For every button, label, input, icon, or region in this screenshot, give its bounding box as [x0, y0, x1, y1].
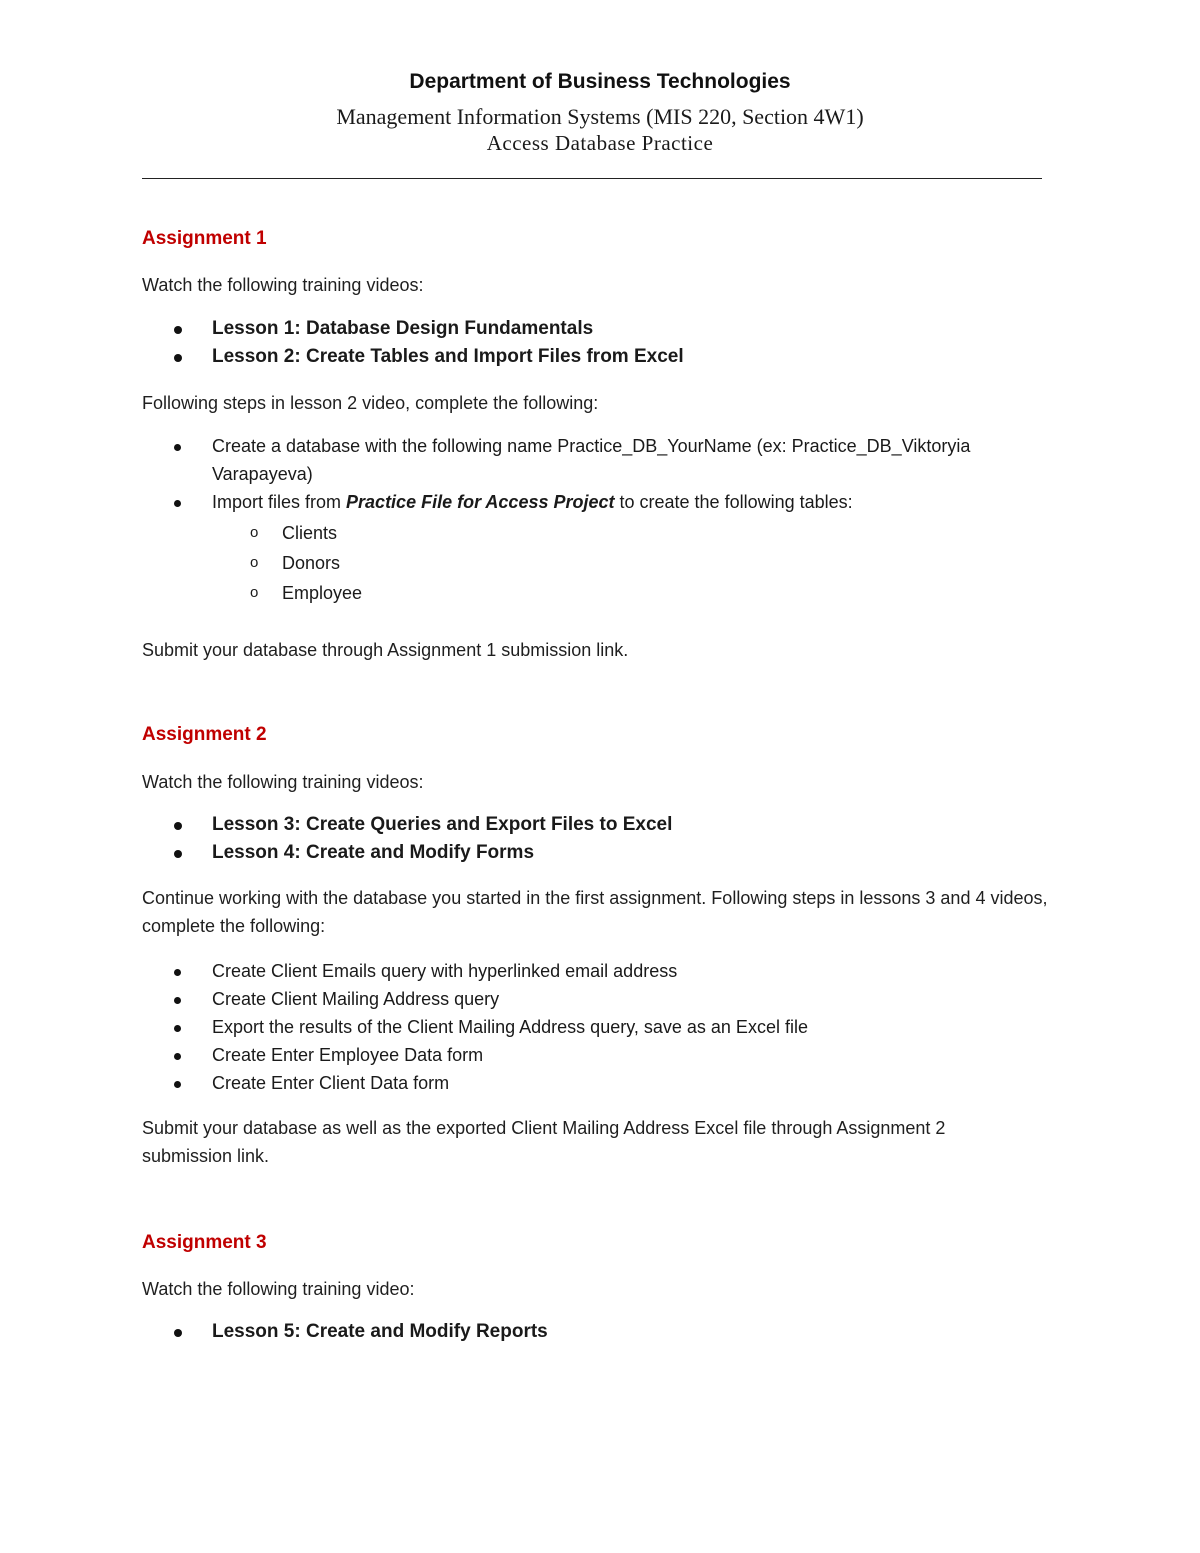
lesson-label: Lesson 2: Create Tables and Import Files from Excel [212, 346, 684, 367]
list-item [172, 957, 1052, 985]
assignment-3-heading: Assignment 3 [142, 1232, 267, 1253]
list-item [248, 518, 362, 548]
assignment-3-lessons [172, 1318, 548, 1346]
list-item [172, 488, 1052, 516]
bullet-icon [174, 850, 182, 858]
lesson-label: Lesson 5: Create and Modify Reports [212, 1321, 548, 1342]
step-text: Create Enter Employee Data form [212, 1045, 484, 1065]
bullet-icon [174, 1329, 182, 1337]
step-text-post: to create the following tables: [614, 492, 853, 512]
assignment-1-tables [248, 518, 362, 608]
table-name: Clients [282, 523, 338, 543]
bullet-icon [174, 1081, 181, 1088]
table-name: Employee [282, 583, 363, 603]
bullet-icon [174, 1053, 181, 1060]
list-item [172, 1069, 1052, 1097]
assignment-2-steps-intro: Continue working with the database you started in the first assignment. Following steps in lessons 3 and 4 videos, complete the following: [142, 888, 1048, 936]
department-title: Department of Business Technologies [409, 70, 791, 93]
bullet-icon [174, 500, 181, 507]
circle-bullet-icon: o [250, 524, 259, 541]
assignment-1-steps [172, 432, 1052, 516]
circle-bullet-icon: o [250, 584, 259, 601]
practice-file-name: Practice File for Access Project [346, 492, 615, 512]
course-title: Management Information Systems (MIS 220, Section 4W1) [336, 104, 864, 129]
list-item [172, 811, 672, 839]
list-item [172, 432, 1052, 488]
list-item [172, 1013, 1052, 1041]
circle-bullet-icon: o [250, 554, 259, 571]
assignment-2-steps [172, 957, 1052, 1097]
assignment-1-heading: Assignment 1 [142, 228, 267, 249]
table-name: Donors [282, 553, 341, 573]
list-item [172, 985, 1052, 1013]
step-text: Export the results of the Client Mailing Address query, save as an Excel file [212, 1017, 808, 1037]
step-text: Create Client Mailing Address query [212, 989, 500, 1009]
assignment-2-intro: Watch the following training videos: [142, 772, 424, 792]
list-item [172, 343, 684, 371]
list-item [172, 315, 684, 343]
assignment-2-heading: Assignment 2 [142, 724, 267, 745]
lesson-label: Lesson 4: Create and Modify Forms [212, 842, 535, 863]
list-item [248, 578, 362, 608]
assignment-2-lessons [172, 811, 672, 867]
assignment-2-submit: Submit your database as well as the exported Client Mailing Address Excel file through Assignment 2 submission link. [142, 1118, 946, 1166]
assignment-1-submit: Submit your database through Assignment 1 submission link. [142, 640, 629, 660]
bullet-icon [174, 822, 182, 830]
document-subtitle: Access Database Practice [486, 131, 714, 155]
list-item [248, 548, 362, 578]
list-item [172, 1041, 1052, 1069]
step-text: Create Enter Client Data form [212, 1073, 450, 1093]
assignment-1-steps-intro: Following steps in lesson 2 video, complete the following: [142, 393, 599, 413]
bullet-icon [174, 354, 182, 362]
step-text: Create Client Emails query with hyperlinked email address [212, 961, 678, 981]
list-item [172, 1318, 548, 1346]
lesson-label: Lesson 1: Database Design Fundamentals [212, 318, 594, 339]
header-divider [142, 178, 1042, 179]
bullet-icon [174, 1025, 181, 1032]
assignment-1-lessons [172, 315, 684, 371]
bullet-icon [174, 326, 182, 334]
assignment-3-intro: Watch the following training video: [142, 1279, 415, 1299]
bullet-icon [174, 969, 181, 976]
list-item [172, 839, 672, 867]
step-text: Create a database with the following name Practice_DB_YourName (ex: Practice_DB_Viktoryia Varapayeva) [212, 436, 971, 484]
lesson-label: Lesson 3: Create Queries and Export Files to Excel [212, 814, 673, 835]
assignment-1-intro: Watch the following training videos: [142, 275, 424, 295]
bullet-icon [174, 444, 181, 451]
step-text-pre: Import files from [212, 492, 347, 512]
bullet-icon [174, 997, 181, 1004]
